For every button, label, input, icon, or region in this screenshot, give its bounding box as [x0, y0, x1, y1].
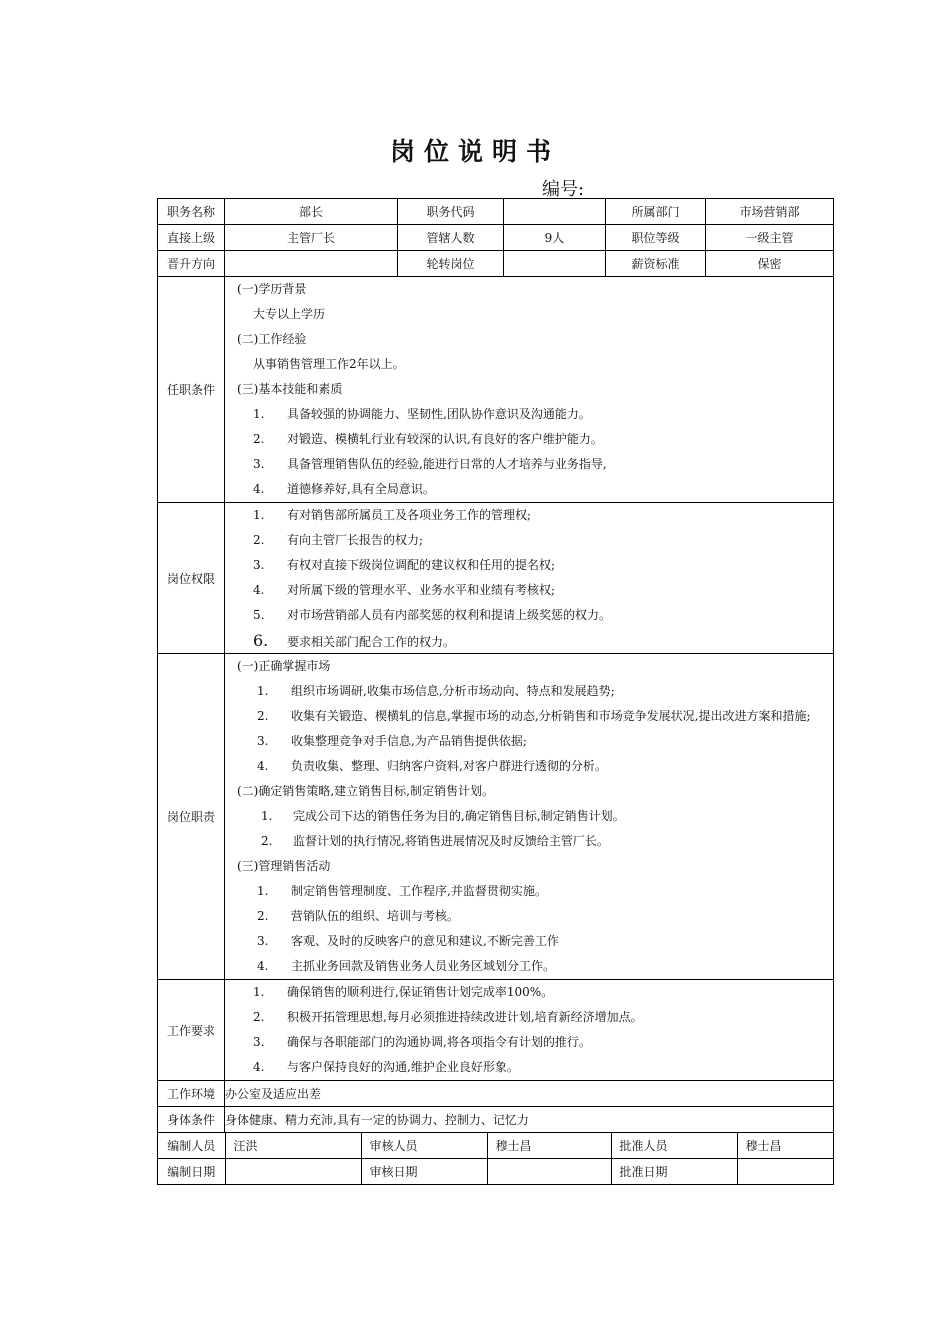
list-item [225, 954, 833, 979]
list-text: 负责收集、整理、归纳客户资料,对客户群进行透彻的分析。 [291, 759, 607, 773]
reviewer-value: 穆士昌 [487, 1133, 611, 1159]
requirements-row [158, 980, 834, 1081]
list-number: 3. [253, 558, 265, 572]
list-text: 组织市场调研,收集市场信息,分析市场动向、特点和发展趋势; [291, 684, 615, 698]
review-date-label: 审核日期 [361, 1159, 487, 1185]
list-number: 4. [257, 759, 269, 773]
list-text: 有权对直接下级岗位调配的建议权和任用的提名权; [287, 558, 556, 572]
list-text: 对市场营销部人员有内部奖惩的权利和提请上级奖惩的权力。 [287, 608, 612, 622]
list-number: 4. [253, 583, 265, 597]
approver-label: 批准人员 [611, 1133, 737, 1159]
list-text: 与客户保持良好的沟通,维护企业良好形象。 [287, 1060, 519, 1074]
list-item [225, 980, 833, 1005]
environment-value: 办公室及适应出差 [225, 1081, 834, 1107]
requirements-label: 工作要求 [158, 980, 225, 1081]
list-text: 要求相关部门配合工作的权力。 [287, 635, 456, 649]
footer-table [158, 1133, 834, 1184]
list-number: 5. [253, 608, 265, 622]
promotion-label: 晋升方向 [158, 251, 225, 277]
authority-row [158, 503, 834, 654]
approval-date-value [737, 1159, 834, 1185]
list-number: 2. [253, 1010, 265, 1024]
list-item: (一)学历背景 [237, 282, 307, 296]
list-item [225, 704, 833, 729]
list-number: 2. [261, 834, 273, 848]
list-item [225, 528, 833, 553]
header-row-2 [158, 225, 834, 251]
list-item: 从事销售管理工作2年以上。 [253, 357, 405, 371]
list-number: 2. [257, 709, 269, 723]
physical-row [158, 1107, 834, 1133]
approver-value: 穆士昌 [737, 1133, 834, 1159]
list-text: 积极开拓管理思想,每月必须推进持续改进计划,培育新经济增加点。 [287, 1010, 643, 1024]
list-number: 3. [253, 1035, 265, 1049]
job-description-table [157, 198, 834, 1185]
list-item: (二)工作经验 [237, 332, 307, 346]
list-number: 1. [257, 684, 269, 698]
list-number: 2. [253, 533, 265, 547]
list-item [225, 603, 833, 628]
list-item [225, 578, 833, 603]
list-text: 营销队伍的组织、培训与考核。 [291, 909, 460, 923]
duties-label: 岗位职责 [158, 654, 225, 980]
list-number: 1. [253, 985, 265, 999]
supervisor-value: 主管厂长 [225, 225, 398, 251]
list-number: 3. [257, 934, 269, 948]
list-text: 监督计划的执行情况,将销售进展情况及时反馈给主管厂长。 [293, 834, 609, 848]
list-item: (一)正确掌握市场 [237, 659, 331, 673]
list-number: 4. [253, 482, 265, 496]
footer-rows [158, 1133, 834, 1185]
requirements-content [225, 980, 834, 1081]
list-number: 2. [257, 909, 269, 923]
list-item [225, 503, 833, 528]
list-item [225, 1005, 833, 1030]
rotation-label: 轮转岗位 [398, 251, 504, 277]
environment-row [158, 1081, 834, 1107]
qualifications-content [225, 277, 834, 503]
list-text: 道德修养好,具有全局意识。 [287, 482, 435, 496]
list-item: (二)确定销售策略,建立销售目标,制定销售计划。 [237, 784, 494, 798]
list-item [225, 879, 833, 904]
list-item [225, 804, 833, 829]
list-text: 收集有关锻造、楔横轧的信息,掌握市场的动态,分析销售和市场竞争发展状况,提出改进方案和措施; [291, 709, 811, 723]
list-text: 有对销售部所属员工及各项业务工作的管理权; [287, 508, 532, 522]
headcount-label: 管辖人数 [398, 225, 504, 251]
edit-date-value [225, 1159, 361, 1185]
list-number: 3. [253, 457, 265, 471]
list-item [225, 553, 833, 578]
list-item [225, 628, 833, 653]
qualifications-row [158, 277, 834, 503]
list-text: 具备较强的协调能力、坚韧性,团队协作意识及沟通能力。 [287, 407, 591, 421]
job-title-label: 职务名称 [158, 199, 225, 225]
footer-row-1 [158, 1133, 834, 1159]
physical-label: 身体条件 [158, 1107, 225, 1133]
list-item [225, 679, 833, 704]
list-number: 4. [253, 1060, 265, 1074]
list-item [225, 754, 833, 779]
list-number: 4. [257, 959, 269, 973]
header-row-1 [158, 199, 834, 225]
list-text: 收集整理竞争对手信息,为产品销售提供依据; [291, 734, 527, 748]
list-number: 2. [253, 432, 265, 446]
department-label: 所属部门 [606, 199, 706, 225]
duties-content [225, 654, 834, 980]
list-number: 6. [253, 631, 269, 650]
grade-label: 职位等级 [606, 225, 706, 251]
list-text: 确保与各职能部门的沟通协调,将各项指令有计划的推行。 [287, 1035, 591, 1049]
approval-date-label: 批准日期 [611, 1159, 737, 1185]
job-title-value: 部长 [225, 199, 398, 225]
document-title: 岗位说明书 [389, 137, 560, 166]
list-text: 对锻造、模横轧行业有较深的认识,有良好的客户维护能力。 [287, 432, 603, 446]
environment-label: 工作环境 [158, 1081, 225, 1107]
list-item [225, 402, 833, 427]
physical-value: 身体健康、精力充沛,具有一定的协调力、控制力、记忆力 [225, 1107, 834, 1133]
supervisor-label: 直接上级 [158, 225, 225, 251]
list-text: 完成公司下达的销售任务为目的,确定销售目标,制定销售计划。 [293, 809, 625, 823]
rotation-value [504, 251, 606, 277]
list-item [225, 452, 833, 477]
list-number: 1. [261, 809, 273, 823]
list-item [225, 929, 833, 954]
authority-content [225, 503, 834, 654]
salary-value: 保密 [706, 251, 834, 277]
list-number: 3. [257, 734, 269, 748]
list-text: 制定销售管理制度、工作程序,并监督贯彻实施。 [291, 884, 547, 898]
list-item: (三)基本技能和素质 [237, 382, 343, 396]
editor-label: 编制人员 [167, 1139, 216, 1153]
list-item [225, 829, 833, 854]
list-text: 有向主管厂长报告的权力; [287, 533, 424, 547]
footer-container [158, 1133, 834, 1185]
list-item [225, 904, 833, 929]
list-text: 确保销售的顺利进行,保证销售计划完成率100%。 [287, 985, 554, 999]
footer-row-2 [158, 1159, 834, 1185]
list-number: 1. [257, 884, 269, 898]
list-number: 1. [253, 508, 265, 522]
salary-label: 薪资标准 [606, 251, 706, 277]
list-text: 具备管理销售队伍的经验,能进行日常的人才培养与业务指导, [287, 457, 607, 471]
job-code-label: 职务代码 [398, 199, 504, 225]
authority-label: 岗位权限 [158, 503, 225, 654]
serial-number-label: 编号: [542, 179, 585, 200]
list-item [225, 729, 833, 754]
list-number: 1. [253, 407, 265, 421]
list-item [225, 1030, 833, 1055]
editor-value: 汪洪 [225, 1133, 361, 1159]
list-text: 主抓业务回款及销售业务人员业务区域划分工作。 [291, 959, 556, 973]
promotion-value [225, 251, 398, 277]
grade-value: 一级主管 [706, 225, 834, 251]
list-text: 对所属下级的管理水平、业务水平和业绩有考核权; [287, 583, 556, 597]
department-value: 市场营销部 [706, 199, 834, 225]
headcount-value: 9人 [504, 225, 606, 251]
list-item [225, 427, 833, 452]
reviewer-label: 审核人员 [361, 1133, 487, 1159]
list-item: 大专以上学历 [253, 307, 326, 321]
header-row-3 [158, 251, 834, 277]
qualifications-label: 任职条件 [158, 277, 225, 503]
list-item [225, 1055, 833, 1080]
list-item [225, 477, 833, 502]
job-code-value [504, 199, 606, 225]
edit-date-label: 编制日期 [158, 1159, 225, 1185]
duties-row [158, 654, 834, 980]
list-text: 客观、及时的反映客户的意见和建议,不断完善工作 [291, 934, 559, 948]
review-date-value [487, 1159, 611, 1185]
list-item: (三)管理销售活动 [237, 859, 331, 873]
